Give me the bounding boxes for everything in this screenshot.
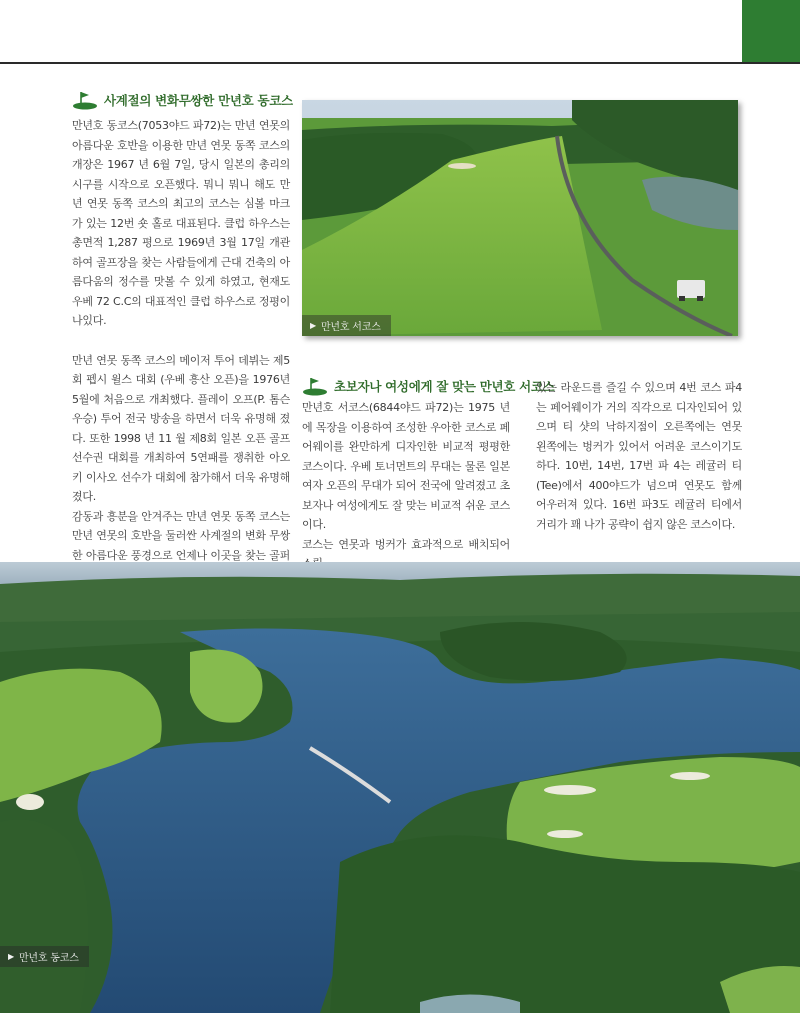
west-course-paragraph-1: 만년호 서코스(6844야드 파72)는 1975 년에 목장을 이용하여 조성한 우아한 코스로 페어웨이를 완만하게 디자인한 비교적 평평한 코스이다. 우베 토너먼트의 무대는 물론 일본 여자 오픈의 무대가 되어 전국에 알려졌고 초보자나 여성에게도 잘 맞는 비교적 쉬운 코스이다.: [302, 401, 510, 531]
west-course-paragraph-2: 코스는 연못과 벙커가 효과적으로 배치되어: [302, 537, 510, 551]
east-course-paragraph-3: 감동과 흥분을 안겨주는 만년 연못 동쪽 코스는 만년 연못의 호반을 둘러싼 사계절의 변화 무쌍한 아름다운 풍경으로 언제나 이곳을 찾는 골퍼: [72, 509, 290, 562]
golf-flag-icon: [72, 90, 98, 110]
header-rule: [0, 62, 800, 64]
east-course-heading: [72, 90, 293, 110]
golf-flag-icon: [302, 376, 328, 396]
west-course-heading: [302, 376, 554, 396]
lake-aerial-illustration: [0, 562, 800, 1013]
west-course-body-col2: [536, 378, 742, 534]
triangle-right-icon: ▶: [310, 321, 316, 330]
triangle-right-icon: ▶: [8, 952, 14, 961]
east-course-body: [72, 116, 290, 585]
east-course-photo-caption: [0, 946, 89, 967]
east-course-paragraph-2: 만년 연못 동쪽 코스의 메이저 투어 데뷔는 제5회 펩시 윌스 대회 (우베 흥산 오픈)을 1976년 5월에 처음으로 개최했다. 플레이 오프(P. 톰슨 우승) 투어 전국 방송을 하면서 더욱 유명해 졌다. 또한 1998 년 11 월 제8회 일본 오픈 골프 선수권 대회를 개최하여 5연패를 쟁취한 아오키 이사오 선수가 대회에 참가해서 더욱 유명해졌다.: [72, 353, 290, 503]
west-course-heading-text: 초보자나 여성에게 잘 맞는 만년호 서코스: [334, 379, 555, 394]
west-course-body-col1: [302, 398, 510, 574]
west-course-photo-caption: [302, 315, 391, 336]
east-course-paragraph-1: 만년호 동코스(7053야드 파72)는 만년 연못의 아름다운 호반을 이용한 만년 연못 동쪽 코스의 개장은 1967 년 6월 7일, 당시 일본의 총리의 시구를 시작으로 오픈했다. 뭐니 뭐니 해도 만년 연못 동쪽 코스의 최고의 코스는 심볼 마크가 있는 12번 숏 홀로 대표된다. 클럽 하우스는 총면적 1,287 평으로 1969년 3월 17일 개관하여 골프장을 찾는 사람들에게 근대 건축의 아름다움의 정수를 맛볼 수 있게 하였고, 현재도 우베 72 C.C의 대표적인 클럽 하우스로 정평이 나있다.: [72, 119, 290, 327]
east-course-photo: [0, 562, 800, 1013]
west-course-photo-caption-text: 만년호 서코스: [320, 322, 381, 333]
corner-color-tab: [742, 0, 800, 62]
fairway-photo-illustration: [302, 100, 738, 336]
west-course-paragraph-3: 있는 라운드를 즐길 수 있으며 4번 코스 파4는 페어웨이가 거의 직각으로 디자인되어 있으며 티 샷의 낙하지점이 오른쪽에는 연못 왼쪽에는 벙커가 있어서 어려운 코스이기도 하다. 10번, 14번, 17번 파 4는 레귤러 티(Tee)에서 400야드가 넘으며 연못도 함께 어우러져 있다. 16번 파3도 레귤러 티에서 거리가 꽤 나가 공략이 쉽지 않은 코스이다.: [536, 381, 742, 531]
east-course-photo-caption-text: 만년호 동코스: [18, 953, 79, 964]
east-course-heading-text: 사계절의 변화무쌍한 만년호 동코스: [104, 93, 293, 108]
west-course-photo: [302, 100, 738, 336]
